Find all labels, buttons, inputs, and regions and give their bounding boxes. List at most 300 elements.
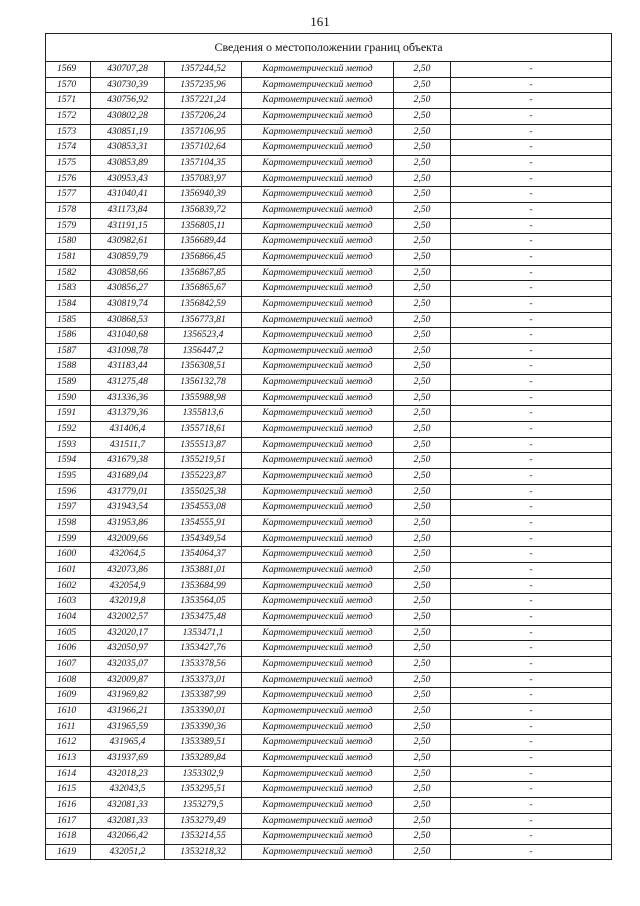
- table-row: [46, 484, 612, 500]
- point-number-cell: 1580: [46, 234, 91, 250]
- coordinate-x-cell: 430853,31: [91, 140, 165, 156]
- table-row: [46, 108, 612, 124]
- description-cell: -: [451, 594, 612, 610]
- coordinate-y-cell: 1356689,44: [165, 234, 242, 250]
- point-number-cell: 1569: [46, 62, 91, 78]
- coordinate-y-cell: 1355513,87: [165, 437, 242, 453]
- accuracy-cell: 2,50: [394, 531, 451, 547]
- accuracy-cell: 2,50: [394, 766, 451, 782]
- table-row: [46, 249, 612, 265]
- accuracy-cell: 2,50: [394, 155, 451, 171]
- table-row: [46, 62, 612, 78]
- table-title-row: [46, 34, 612, 62]
- description-cell: -: [451, 234, 612, 250]
- description-cell: -: [451, 422, 612, 438]
- coordinate-x-cell: 431191,15: [91, 218, 165, 234]
- coordinate-y-cell: 1353279,49: [165, 813, 242, 829]
- method-cell: Картометрический метод: [242, 719, 394, 735]
- accuracy-cell: 2,50: [394, 625, 451, 641]
- coordinate-y-cell: 1357244,52: [165, 62, 242, 78]
- coordinate-x-cell: 431511,7: [91, 437, 165, 453]
- description-cell: -: [451, 249, 612, 265]
- table-row: [46, 594, 612, 610]
- table-row: [46, 750, 612, 766]
- coordinate-y-cell: 1357106,95: [165, 124, 242, 140]
- coordinate-y-cell: 1353302,9: [165, 766, 242, 782]
- accuracy-cell: 2,50: [394, 516, 451, 532]
- method-cell: Картометрический метод: [242, 500, 394, 516]
- description-cell: -: [451, 124, 612, 140]
- table-row: [46, 406, 612, 422]
- table-row: [46, 218, 612, 234]
- point-number-cell: 1571: [46, 93, 91, 109]
- coordinate-y-cell: 1353279,5: [165, 797, 242, 813]
- table-row: [46, 609, 612, 625]
- coordinate-x-cell: 430982,61: [91, 234, 165, 250]
- description-cell: -: [451, 656, 612, 672]
- point-number-cell: 1572: [46, 108, 91, 124]
- description-cell: -: [451, 500, 612, 516]
- method-cell: Картометрический метод: [242, 813, 394, 829]
- coordinate-x-cell: 431040,68: [91, 328, 165, 344]
- coordinate-x-cell: 432009,66: [91, 531, 165, 547]
- accuracy-cell: 2,50: [394, 719, 451, 735]
- description-cell: -: [451, 547, 612, 563]
- method-cell: Картометрический метод: [242, 62, 394, 78]
- method-cell: Картометрический метод: [242, 656, 394, 672]
- accuracy-cell: 2,50: [394, 703, 451, 719]
- boundary-table: [45, 33, 612, 860]
- table-row: [46, 531, 612, 547]
- point-number-cell: 1585: [46, 312, 91, 328]
- point-number-cell: 1573: [46, 124, 91, 140]
- coordinate-x-cell: 431689,04: [91, 469, 165, 485]
- coordinate-x-cell: 432009,87: [91, 672, 165, 688]
- point-number-cell: 1598: [46, 516, 91, 532]
- coordinate-x-cell: 430953,43: [91, 171, 165, 187]
- coordinate-x-cell: 432081,33: [91, 813, 165, 829]
- description-cell: -: [451, 469, 612, 485]
- description-cell: -: [451, 77, 612, 93]
- coordinate-y-cell: 1354553,08: [165, 500, 242, 516]
- table-row: [46, 766, 612, 782]
- method-cell: Картометрический метод: [242, 422, 394, 438]
- method-cell: Картометрический метод: [242, 234, 394, 250]
- coordinate-x-cell: 432050,97: [91, 641, 165, 657]
- accuracy-cell: 2,50: [394, 390, 451, 406]
- coordinate-y-cell: 1355988,98: [165, 390, 242, 406]
- accuracy-cell: 2,50: [394, 813, 451, 829]
- description-cell: -: [451, 766, 612, 782]
- point-number-cell: 1610: [46, 703, 91, 719]
- method-cell: Картометрический метод: [242, 265, 394, 281]
- coordinate-y-cell: 1356805,11: [165, 218, 242, 234]
- method-cell: Картометрический метод: [242, 375, 394, 391]
- coordinate-y-cell: 1355219,51: [165, 453, 242, 469]
- description-cell: -: [451, 531, 612, 547]
- point-number-cell: 1601: [46, 563, 91, 579]
- method-cell: Картометрический метод: [242, 108, 394, 124]
- coordinate-y-cell: 1357206,24: [165, 108, 242, 124]
- description-cell: -: [451, 171, 612, 187]
- coordinate-x-cell: 430756,92: [91, 93, 165, 109]
- table-row: [46, 77, 612, 93]
- coordinate-y-cell: 1353214,55: [165, 829, 242, 845]
- table-row: [46, 187, 612, 203]
- accuracy-cell: 2,50: [394, 437, 451, 453]
- table-row: [46, 453, 612, 469]
- accuracy-cell: 2,50: [394, 609, 451, 625]
- method-cell: Картометрический метод: [242, 93, 394, 109]
- method-cell: Картометрический метод: [242, 281, 394, 297]
- point-number-cell: 1576: [46, 171, 91, 187]
- accuracy-cell: 2,50: [394, 93, 451, 109]
- method-cell: Картометрический метод: [242, 829, 394, 845]
- coordinate-y-cell: 1353378,56: [165, 656, 242, 672]
- coordinate-y-cell: 1357083,97: [165, 171, 242, 187]
- table-row: [46, 375, 612, 391]
- coordinate-y-cell: 1353471,1: [165, 625, 242, 641]
- point-number-cell: 1593: [46, 437, 91, 453]
- coordinate-y-cell: 1354064,37: [165, 547, 242, 563]
- description-cell: -: [451, 62, 612, 78]
- coordinate-x-cell: 430858,66: [91, 265, 165, 281]
- accuracy-cell: 2,50: [394, 563, 451, 579]
- accuracy-cell: 2,50: [394, 343, 451, 359]
- method-cell: Картометрический метод: [242, 202, 394, 218]
- coordinate-x-cell: 431379,36: [91, 406, 165, 422]
- point-number-cell: 1619: [46, 844, 91, 860]
- point-number-cell: 1577: [46, 187, 91, 203]
- table-row: [46, 703, 612, 719]
- coordinate-x-cell: 432043,5: [91, 782, 165, 798]
- description-cell: -: [451, 108, 612, 124]
- accuracy-cell: 2,50: [394, 359, 451, 375]
- coordinate-x-cell: 430853,89: [91, 155, 165, 171]
- accuracy-cell: 2,50: [394, 656, 451, 672]
- method-cell: Картометрический метод: [242, 124, 394, 140]
- description-cell: -: [451, 782, 612, 798]
- point-number-cell: 1574: [46, 140, 91, 156]
- accuracy-cell: 2,50: [394, 594, 451, 610]
- accuracy-cell: 2,50: [394, 829, 451, 845]
- point-number-cell: 1581: [46, 249, 91, 265]
- description-cell: -: [451, 375, 612, 391]
- coordinate-y-cell: 1353684,99: [165, 578, 242, 594]
- description-cell: -: [451, 390, 612, 406]
- method-cell: Картометрический метод: [242, 187, 394, 203]
- table-row: [46, 516, 612, 532]
- description-cell: -: [451, 140, 612, 156]
- table-row: [46, 797, 612, 813]
- table-row: [46, 719, 612, 735]
- table-row: [46, 171, 612, 187]
- table-row: [46, 281, 612, 297]
- coordinate-y-cell: 1357102,64: [165, 140, 242, 156]
- description-cell: -: [451, 296, 612, 312]
- coordinate-y-cell: 1357235,96: [165, 77, 242, 93]
- accuracy-cell: 2,50: [394, 218, 451, 234]
- accuracy-cell: 2,50: [394, 672, 451, 688]
- point-number-cell: 1588: [46, 359, 91, 375]
- method-cell: Картометрический метод: [242, 359, 394, 375]
- method-cell: Картометрический метод: [242, 563, 394, 579]
- accuracy-cell: 2,50: [394, 77, 451, 93]
- coordinate-y-cell: 1355718,61: [165, 422, 242, 438]
- point-number-cell: 1579: [46, 218, 91, 234]
- point-number-cell: 1612: [46, 735, 91, 751]
- description-cell: -: [451, 735, 612, 751]
- table-row: [46, 813, 612, 829]
- description-cell: -: [451, 328, 612, 344]
- description-cell: -: [451, 265, 612, 281]
- description-cell: -: [451, 813, 612, 829]
- point-number-cell: 1618: [46, 829, 91, 845]
- coordinate-x-cell: 431943,54: [91, 500, 165, 516]
- point-number-cell: 1582: [46, 265, 91, 281]
- coordinate-y-cell: 1356867,85: [165, 265, 242, 281]
- method-cell: Картометрический метод: [242, 328, 394, 344]
- method-cell: Картометрический метод: [242, 782, 394, 798]
- table-row: [46, 688, 612, 704]
- point-number-cell: 1587: [46, 343, 91, 359]
- accuracy-cell: 2,50: [394, 171, 451, 187]
- coordinate-y-cell: 1357104,35: [165, 155, 242, 171]
- method-cell: Картометрический метод: [242, 625, 394, 641]
- table-row: [46, 93, 612, 109]
- coordinate-y-cell: 1355025,38: [165, 484, 242, 500]
- coordinate-y-cell: 1353881,01: [165, 563, 242, 579]
- table-row: [46, 829, 612, 845]
- method-cell: Картометрический метод: [242, 844, 394, 860]
- accuracy-cell: 2,50: [394, 484, 451, 500]
- coordinate-x-cell: 430851,19: [91, 124, 165, 140]
- description-cell: -: [451, 625, 612, 641]
- accuracy-cell: 2,50: [394, 422, 451, 438]
- method-cell: Картометрический метод: [242, 343, 394, 359]
- coordinate-y-cell: 1356865,67: [165, 281, 242, 297]
- description-cell: -: [451, 516, 612, 532]
- method-cell: Картометрический метод: [242, 531, 394, 547]
- accuracy-cell: 2,50: [394, 108, 451, 124]
- point-number-cell: 1602: [46, 578, 91, 594]
- coordinate-y-cell: 1356842,59: [165, 296, 242, 312]
- accuracy-cell: 2,50: [394, 469, 451, 485]
- point-number-cell: 1575: [46, 155, 91, 171]
- point-number-cell: 1615: [46, 782, 91, 798]
- coordinate-y-cell: 1353289,84: [165, 750, 242, 766]
- coordinate-x-cell: 430859,79: [91, 249, 165, 265]
- coordinate-x-cell: 430802,28: [91, 108, 165, 124]
- coordinate-y-cell: 1354555,91: [165, 516, 242, 532]
- method-cell: Картометрический метод: [242, 218, 394, 234]
- description-cell: -: [451, 202, 612, 218]
- accuracy-cell: 2,50: [394, 265, 451, 281]
- accuracy-cell: 2,50: [394, 140, 451, 156]
- description-cell: -: [451, 609, 612, 625]
- coordinate-y-cell: 1356940,39: [165, 187, 242, 203]
- table-row: [46, 437, 612, 453]
- method-cell: Картометрический метод: [242, 735, 394, 751]
- point-number-cell: 1583: [46, 281, 91, 297]
- table-row: [46, 359, 612, 375]
- method-cell: Картометрический метод: [242, 547, 394, 563]
- table-row: [46, 265, 612, 281]
- point-number-cell: 1590: [46, 390, 91, 406]
- table-row: [46, 234, 612, 250]
- coordinate-y-cell: 1353564,05: [165, 594, 242, 610]
- point-number-cell: 1570: [46, 77, 91, 93]
- point-number-cell: 1591: [46, 406, 91, 422]
- accuracy-cell: 2,50: [394, 844, 451, 860]
- accuracy-cell: 2,50: [394, 688, 451, 704]
- coordinate-y-cell: 1353427,76: [165, 641, 242, 657]
- method-cell: Картометрический метод: [242, 578, 394, 594]
- description-cell: -: [451, 688, 612, 704]
- coordinate-x-cell: 431183,44: [91, 359, 165, 375]
- accuracy-cell: 2,50: [394, 500, 451, 516]
- table-row: [46, 422, 612, 438]
- coordinate-y-cell: 1356132,78: [165, 375, 242, 391]
- coordinate-y-cell: 1356839,72: [165, 202, 242, 218]
- method-cell: Картометрический метод: [242, 390, 394, 406]
- table-row: [46, 140, 612, 156]
- description-cell: -: [451, 359, 612, 375]
- method-cell: Картометрический метод: [242, 140, 394, 156]
- coordinate-y-cell: 1353390,36: [165, 719, 242, 735]
- method-cell: Картометрический метод: [242, 750, 394, 766]
- method-cell: Картометрический метод: [242, 797, 394, 813]
- table-row: [46, 656, 612, 672]
- description-cell: -: [451, 406, 612, 422]
- coordinate-y-cell: 1353475,48: [165, 609, 242, 625]
- table-row: [46, 578, 612, 594]
- coordinate-x-cell: 431937,69: [91, 750, 165, 766]
- coordinate-y-cell: 1354349,54: [165, 531, 242, 547]
- table-row: [46, 312, 612, 328]
- accuracy-cell: 2,50: [394, 234, 451, 250]
- method-cell: Картометрический метод: [242, 437, 394, 453]
- description-cell: -: [451, 563, 612, 579]
- point-number-cell: 1595: [46, 469, 91, 485]
- coordinate-y-cell: 1353387,99: [165, 688, 242, 704]
- description-cell: -: [451, 187, 612, 203]
- table-row: [46, 155, 612, 171]
- coordinate-y-cell: 1353218,32: [165, 844, 242, 860]
- accuracy-cell: 2,50: [394, 312, 451, 328]
- accuracy-cell: 2,50: [394, 249, 451, 265]
- description-cell: -: [451, 437, 612, 453]
- method-cell: Картометрический метод: [242, 516, 394, 532]
- method-cell: Картометрический метод: [242, 688, 394, 704]
- description-cell: -: [451, 155, 612, 171]
- coordinate-x-cell: 430868,53: [91, 312, 165, 328]
- coordinate-x-cell: 432035,07: [91, 656, 165, 672]
- description-cell: -: [451, 797, 612, 813]
- point-number-cell: 1596: [46, 484, 91, 500]
- coordinate-y-cell: 1353389,51: [165, 735, 242, 751]
- coordinate-x-cell: 431965,4: [91, 735, 165, 751]
- accuracy-cell: 2,50: [394, 782, 451, 798]
- description-cell: -: [451, 719, 612, 735]
- coordinate-y-cell: 1357221,24: [165, 93, 242, 109]
- coordinate-x-cell: 430819,74: [91, 296, 165, 312]
- description-cell: -: [451, 453, 612, 469]
- table-row: [46, 469, 612, 485]
- description-cell: -: [451, 281, 612, 297]
- point-number-cell: 1603: [46, 594, 91, 610]
- coordinate-y-cell: 1356523,4: [165, 328, 242, 344]
- method-cell: Картометрический метод: [242, 641, 394, 657]
- description-cell: -: [451, 578, 612, 594]
- point-number-cell: 1606: [46, 641, 91, 657]
- accuracy-cell: 2,50: [394, 375, 451, 391]
- accuracy-cell: 2,50: [394, 187, 451, 203]
- point-number-cell: 1608: [46, 672, 91, 688]
- coordinate-x-cell: 431040,41: [91, 187, 165, 203]
- coordinate-y-cell: 1356866,45: [165, 249, 242, 265]
- coordinate-x-cell: 431779,01: [91, 484, 165, 500]
- description-cell: -: [451, 829, 612, 845]
- page-number: 161: [310, 14, 330, 29]
- point-number-cell: 1607: [46, 656, 91, 672]
- table-row: [46, 500, 612, 516]
- table-row: [46, 625, 612, 641]
- coordinate-y-cell: 1353373,01: [165, 672, 242, 688]
- coordinate-y-cell: 1356773,81: [165, 312, 242, 328]
- point-number-cell: 1611: [46, 719, 91, 735]
- accuracy-cell: 2,50: [394, 62, 451, 78]
- accuracy-cell: 2,50: [394, 750, 451, 766]
- coordinate-y-cell: 1353390,01: [165, 703, 242, 719]
- point-number-cell: 1599: [46, 531, 91, 547]
- point-number-cell: 1604: [46, 609, 91, 625]
- description-cell: -: [451, 312, 612, 328]
- method-cell: Картометрический метод: [242, 484, 394, 500]
- table-row: [46, 328, 612, 344]
- table-row: [46, 641, 612, 657]
- method-cell: Картометрический метод: [242, 469, 394, 485]
- accuracy-cell: 2,50: [394, 296, 451, 312]
- point-number-cell: 1609: [46, 688, 91, 704]
- coordinate-x-cell: 431406,4: [91, 422, 165, 438]
- accuracy-cell: 2,50: [394, 124, 451, 140]
- table-row: [46, 202, 612, 218]
- description-cell: -: [451, 703, 612, 719]
- coordinate-x-cell: 431966,21: [91, 703, 165, 719]
- coordinate-x-cell: 431336,36: [91, 390, 165, 406]
- description-cell: -: [451, 844, 612, 860]
- table-row: [46, 390, 612, 406]
- coordinate-x-cell: 432020,17: [91, 625, 165, 641]
- accuracy-cell: 2,50: [394, 281, 451, 297]
- coordinate-x-cell: 431679,38: [91, 453, 165, 469]
- coordinate-y-cell: 1353295,51: [165, 782, 242, 798]
- description-cell: -: [451, 641, 612, 657]
- coordinate-x-cell: 432051,2: [91, 844, 165, 860]
- table-row: [46, 124, 612, 140]
- coordinate-x-cell: 432002,57: [91, 609, 165, 625]
- point-number-cell: 1578: [46, 202, 91, 218]
- point-number-cell: 1617: [46, 813, 91, 829]
- description-cell: -: [451, 750, 612, 766]
- table-row: [46, 547, 612, 563]
- method-cell: Картометрический метод: [242, 171, 394, 187]
- coordinate-x-cell: 432064,5: [91, 547, 165, 563]
- coordinate-x-cell: 430707,28: [91, 62, 165, 78]
- description-cell: -: [451, 93, 612, 109]
- table-row: [46, 735, 612, 751]
